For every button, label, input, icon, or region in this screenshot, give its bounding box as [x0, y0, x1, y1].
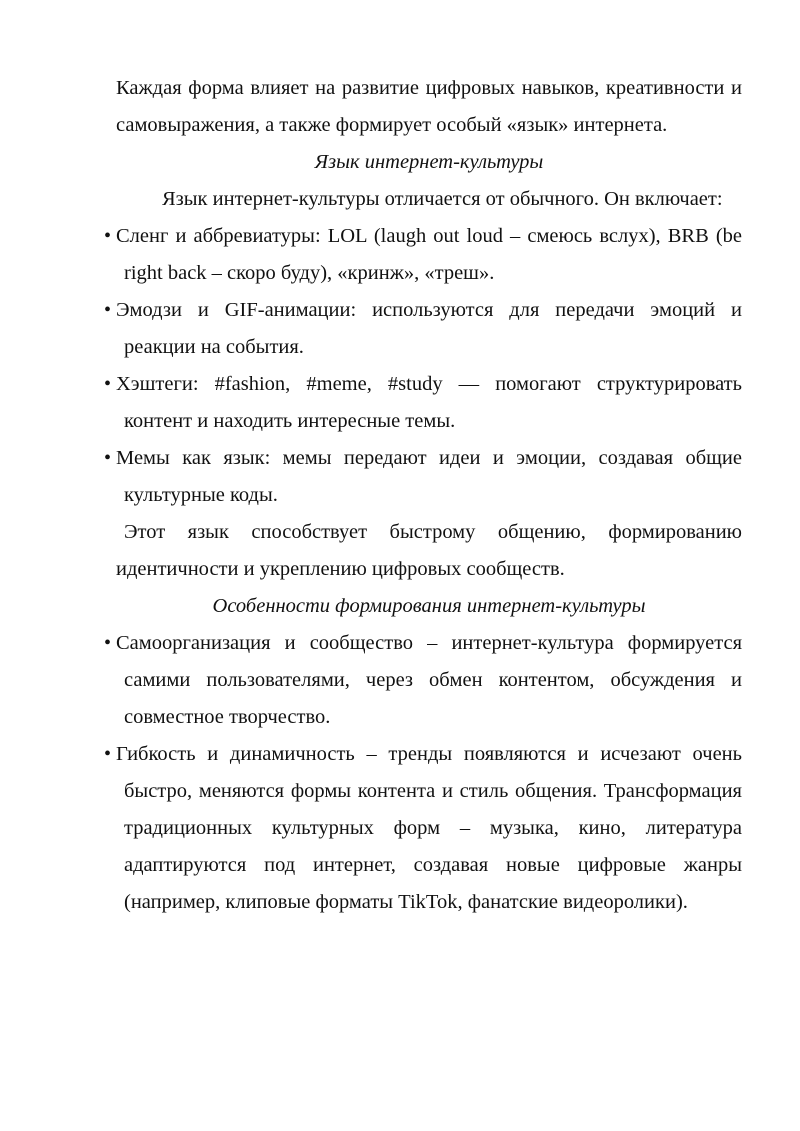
heading-formation-features: Особенности формирования интернет-культуры — [212, 595, 646, 617]
bullet-icon: • — [104, 743, 112, 765]
list-item-self-organization — [104, 625, 742, 736]
document-body — [104, 70, 742, 921]
list-item-hashtags — [104, 366, 742, 440]
paragraph-language-intro: Язык интернет-культуры отличается от обычного. Он включает: — [162, 188, 723, 210]
heading-internet-language: Язык интернет-культуры — [314, 151, 544, 173]
list-item-text: Гибкость и динамичность – тренды появляются и исчезают очень быстро, меняются формы контента и стиль общения. Трансформация традиционных культурных форм – музыка, кино, литература адаптируются под интернет, создавая новые цифровые жанры (например, клиповые форматы TikTok, фанатские видеоролики). — [116, 743, 742, 913]
paragraph-intro: Каждая форма влияет на развитие цифровых навыков, креативности и самовыражения, а также формирует особый «язык» интернета. — [116, 77, 742, 136]
list-item-text: Самоорганизация и сообщество – интернет-культура формируется самими пользователями, через обмен контентом, обсуждения и совместное творчество. — [116, 632, 742, 728]
list-item-text: Сленг и аббревиатуры: LOL (laugh out loud – смеюсь вслух), BRB (be right back – скоро буду), «кринж», «треш». — [116, 225, 742, 284]
bullet-icon: • — [104, 225, 112, 247]
bullet-icon: • — [104, 447, 112, 469]
list-item-emoji — [104, 292, 742, 366]
list-item-memes — [104, 440, 742, 514]
list-item-text: Мемы как язык: мемы передают идеи и эмоции, создавая общие культурные коды. — [116, 447, 742, 506]
bullet-icon: • — [104, 632, 112, 654]
list-item-text: Хэштеги: #fashion, #meme, #study — помогают структурировать контент и находить интересные темы. — [116, 373, 742, 432]
list-item-slang — [104, 218, 742, 292]
list-item-flexibility — [104, 736, 742, 921]
bullet-icon: • — [104, 373, 112, 395]
paragraph-language-summary: Этот язык способствует быстрому общению, формированию идентичности и укреплению цифровых сообществ. — [116, 521, 742, 580]
bullet-icon: • — [104, 299, 112, 321]
list-item-text: Эмодзи и GIF-анимации: используются для передачи эмоций и реакции на события. — [116, 299, 742, 358]
